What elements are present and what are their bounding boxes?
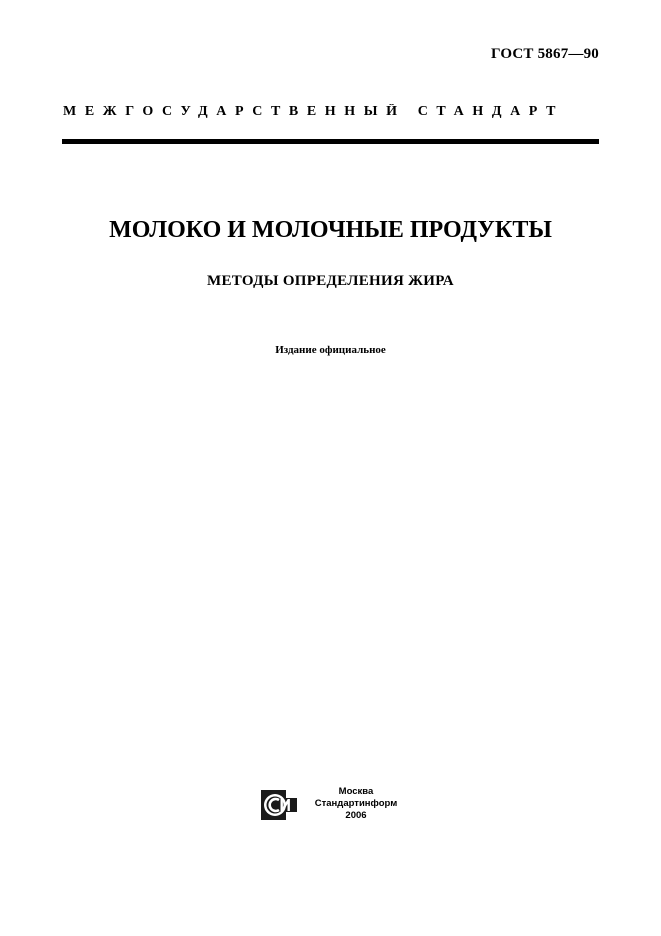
heading-divider <box>62 139 599 144</box>
standard-type-heading: МЕЖГОСУДАРСТВЕННЫЙ СТАНДАРТ <box>63 104 565 119</box>
edition-note: Издание официальное <box>275 344 386 356</box>
imprint-city: Москва <box>338 786 374 797</box>
document-subtitle: МЕТОДЫ ОПРЕДЕЛЕНИЯ ЖИРА <box>207 273 454 289</box>
standard-number: ГОСТ 5867—90 <box>490 46 599 62</box>
document-title: МОЛОКО И МОЛОЧНЫЕ ПРОДУКТЫ <box>109 217 552 243</box>
imprint-publisher: Стандартинформ <box>314 798 398 809</box>
imprint-year: 2006 <box>345 810 367 821</box>
standartinform-logo-icon <box>260 789 298 821</box>
imprint-block <box>306 786 406 822</box>
